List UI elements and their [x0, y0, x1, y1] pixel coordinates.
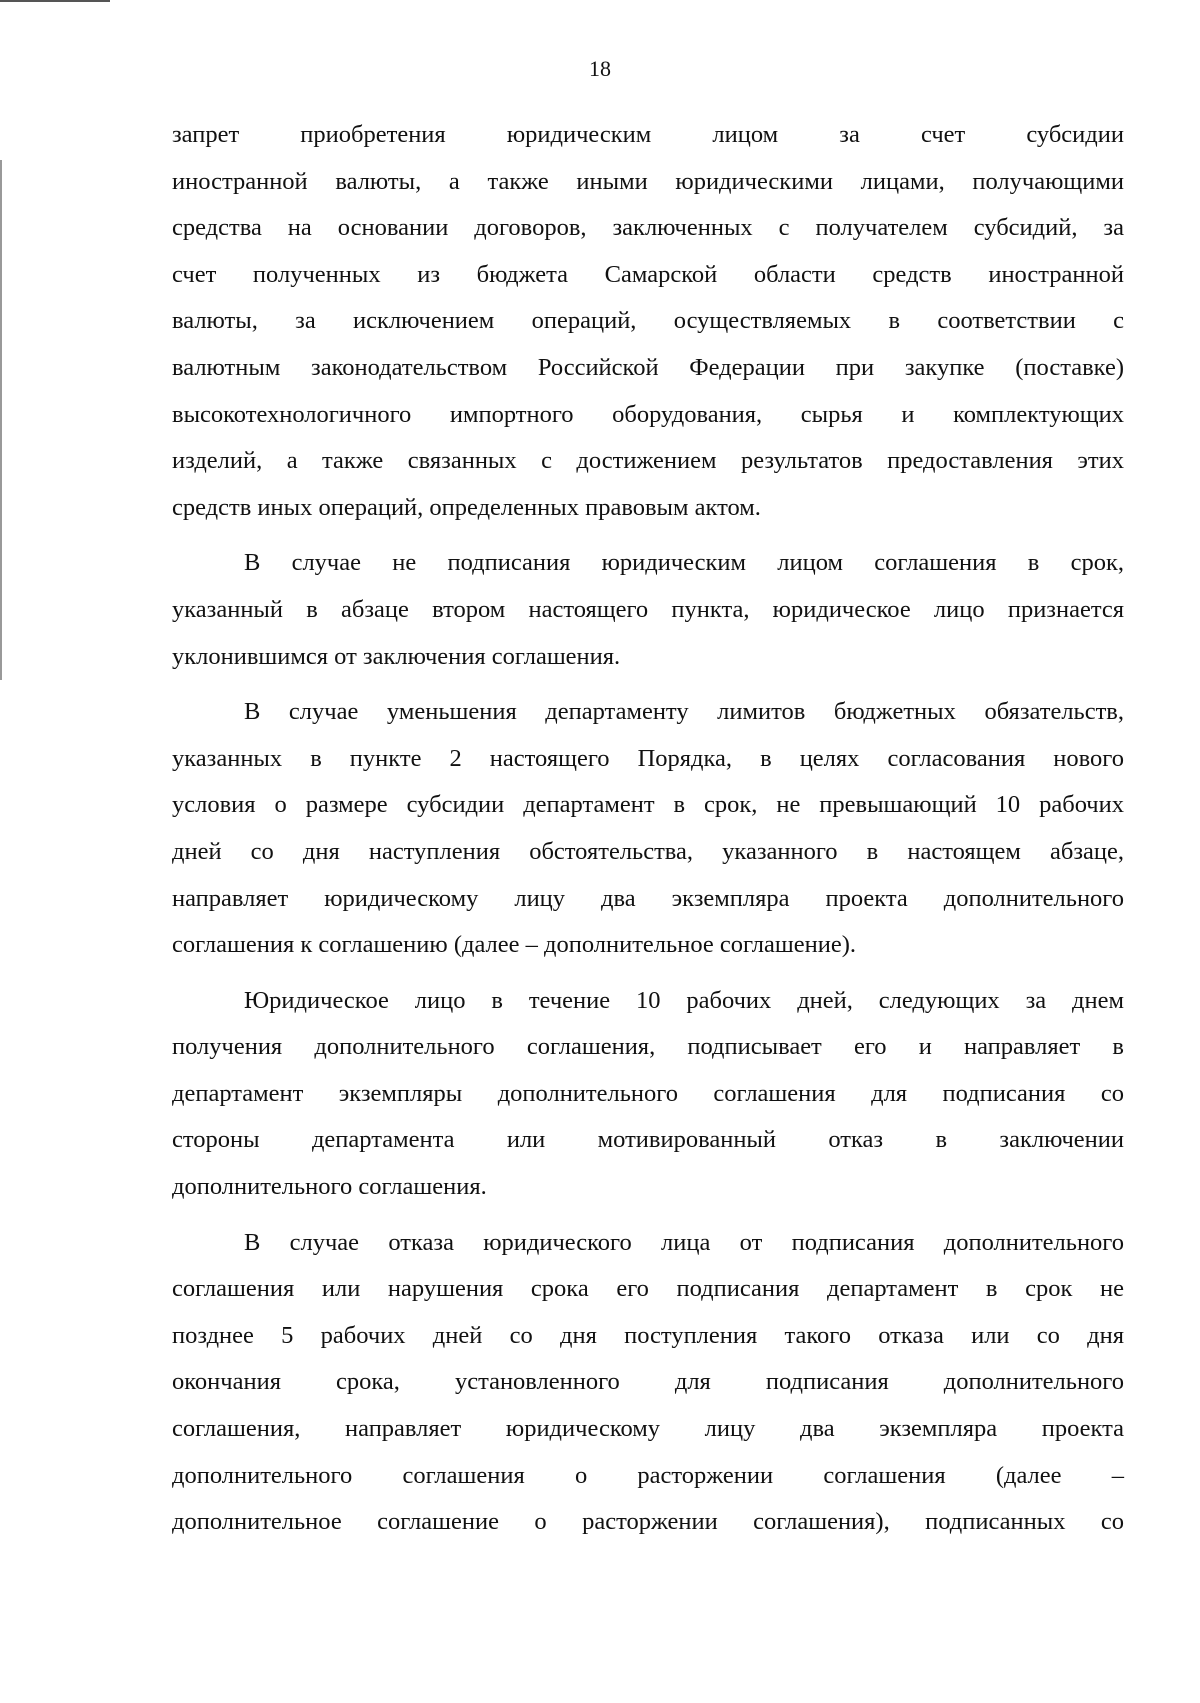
text-line: высокотехнологичного импортного оборудования, сырья и комплектующих	[172, 400, 1124, 428]
text-line: дополнительное соглашение о расторжении соглашения), подписанных со	[172, 1508, 1124, 1536]
text-line: соглашения или нарушения срока его подписания департамент в срок не	[172, 1275, 1124, 1303]
text-line: счет полученных из бюджета Самарской области средств иностранной	[172, 260, 1124, 288]
text-line: направляет юридическому лицу два экземпляра проекта дополнительного	[172, 884, 1124, 912]
text-line: получения дополнительного соглашения, подписывает его и направляет в	[172, 1033, 1124, 1061]
text-line: В случае отказа юридического лица от подписания дополнительного	[244, 1228, 1124, 1256]
text-line: Юридическое лицо в течение 10 рабочих дней, следующих за днем	[244, 986, 1124, 1014]
paragraph	[172, 1220, 1124, 1546]
text-line: иностранной валюты, а также иными юридическими лицами, получающими	[172, 167, 1124, 195]
text-line: средства на основании договоров, заключенных с получателем субсидий, за	[172, 214, 1124, 242]
text-line: соглашения к соглашению (далее – дополнительное соглашение).	[172, 931, 857, 959]
text-line: В случае не подписания юридическим лицом соглашения в срок,	[244, 549, 1124, 577]
scan-edge-mark	[0, 0, 110, 2]
paragraph	[172, 540, 1124, 680]
text-line: департамент экземпляры дополнительного соглашения для подписания со	[172, 1079, 1124, 1107]
text-line: соглашения, направляет юридическому лицу два экземпляра проекта	[172, 1415, 1124, 1443]
page-number: 18	[589, 56, 611, 81]
text-line: окончания срока, установленного для подписания дополнительного	[172, 1368, 1124, 1396]
text-line: изделий, а также связанных с достижением результатов предоставления этих	[172, 447, 1124, 475]
text-line: дней со дня наступления обстоятельства, указанного в настоящем абзаце,	[172, 837, 1124, 865]
text-line: указанных в пункте 2 настоящего Порядка, в целях согласования нового	[172, 744, 1124, 772]
paragraph	[172, 112, 1124, 531]
text-line: валюты, за исключением операций, осуществляемых в соответствии с	[172, 307, 1124, 335]
text-line: дополнительного соглашения о расторжении соглашения (далее –	[172, 1461, 1124, 1489]
text-line: В случае уменьшения департаменту лимитов бюджетных обязательств,	[244, 698, 1124, 726]
text-line: позднее 5 рабочих дней со дня поступления такого отказа или со дня	[172, 1321, 1124, 1349]
text-line: указанный в абзаце втором настоящего пункта, юридическое лицо признается	[172, 595, 1124, 623]
text-line: условия о размере субсидии департамент в срок, не превышающий 10 рабочих	[172, 791, 1124, 819]
text-line: стороны департамента или мотивированный отказ в заключении	[172, 1126, 1124, 1154]
scan-edge-mark	[0, 160, 2, 680]
paragraph	[172, 689, 1124, 969]
text-line: уклонившимся от заключения соглашения.	[172, 642, 621, 670]
text-line: валютным законодательством Российской Федерации при закупке (поставке)	[172, 353, 1124, 381]
text-line: средств иных операций, определенных правовым актом.	[172, 493, 761, 521]
text-line: дополнительного соглашения.	[172, 1173, 487, 1201]
text-line: запрет приобретения юридическим лицом за счет субсидии	[172, 121, 1124, 148]
paragraph	[172, 978, 1124, 1211]
document-body	[172, 112, 1124, 1555]
